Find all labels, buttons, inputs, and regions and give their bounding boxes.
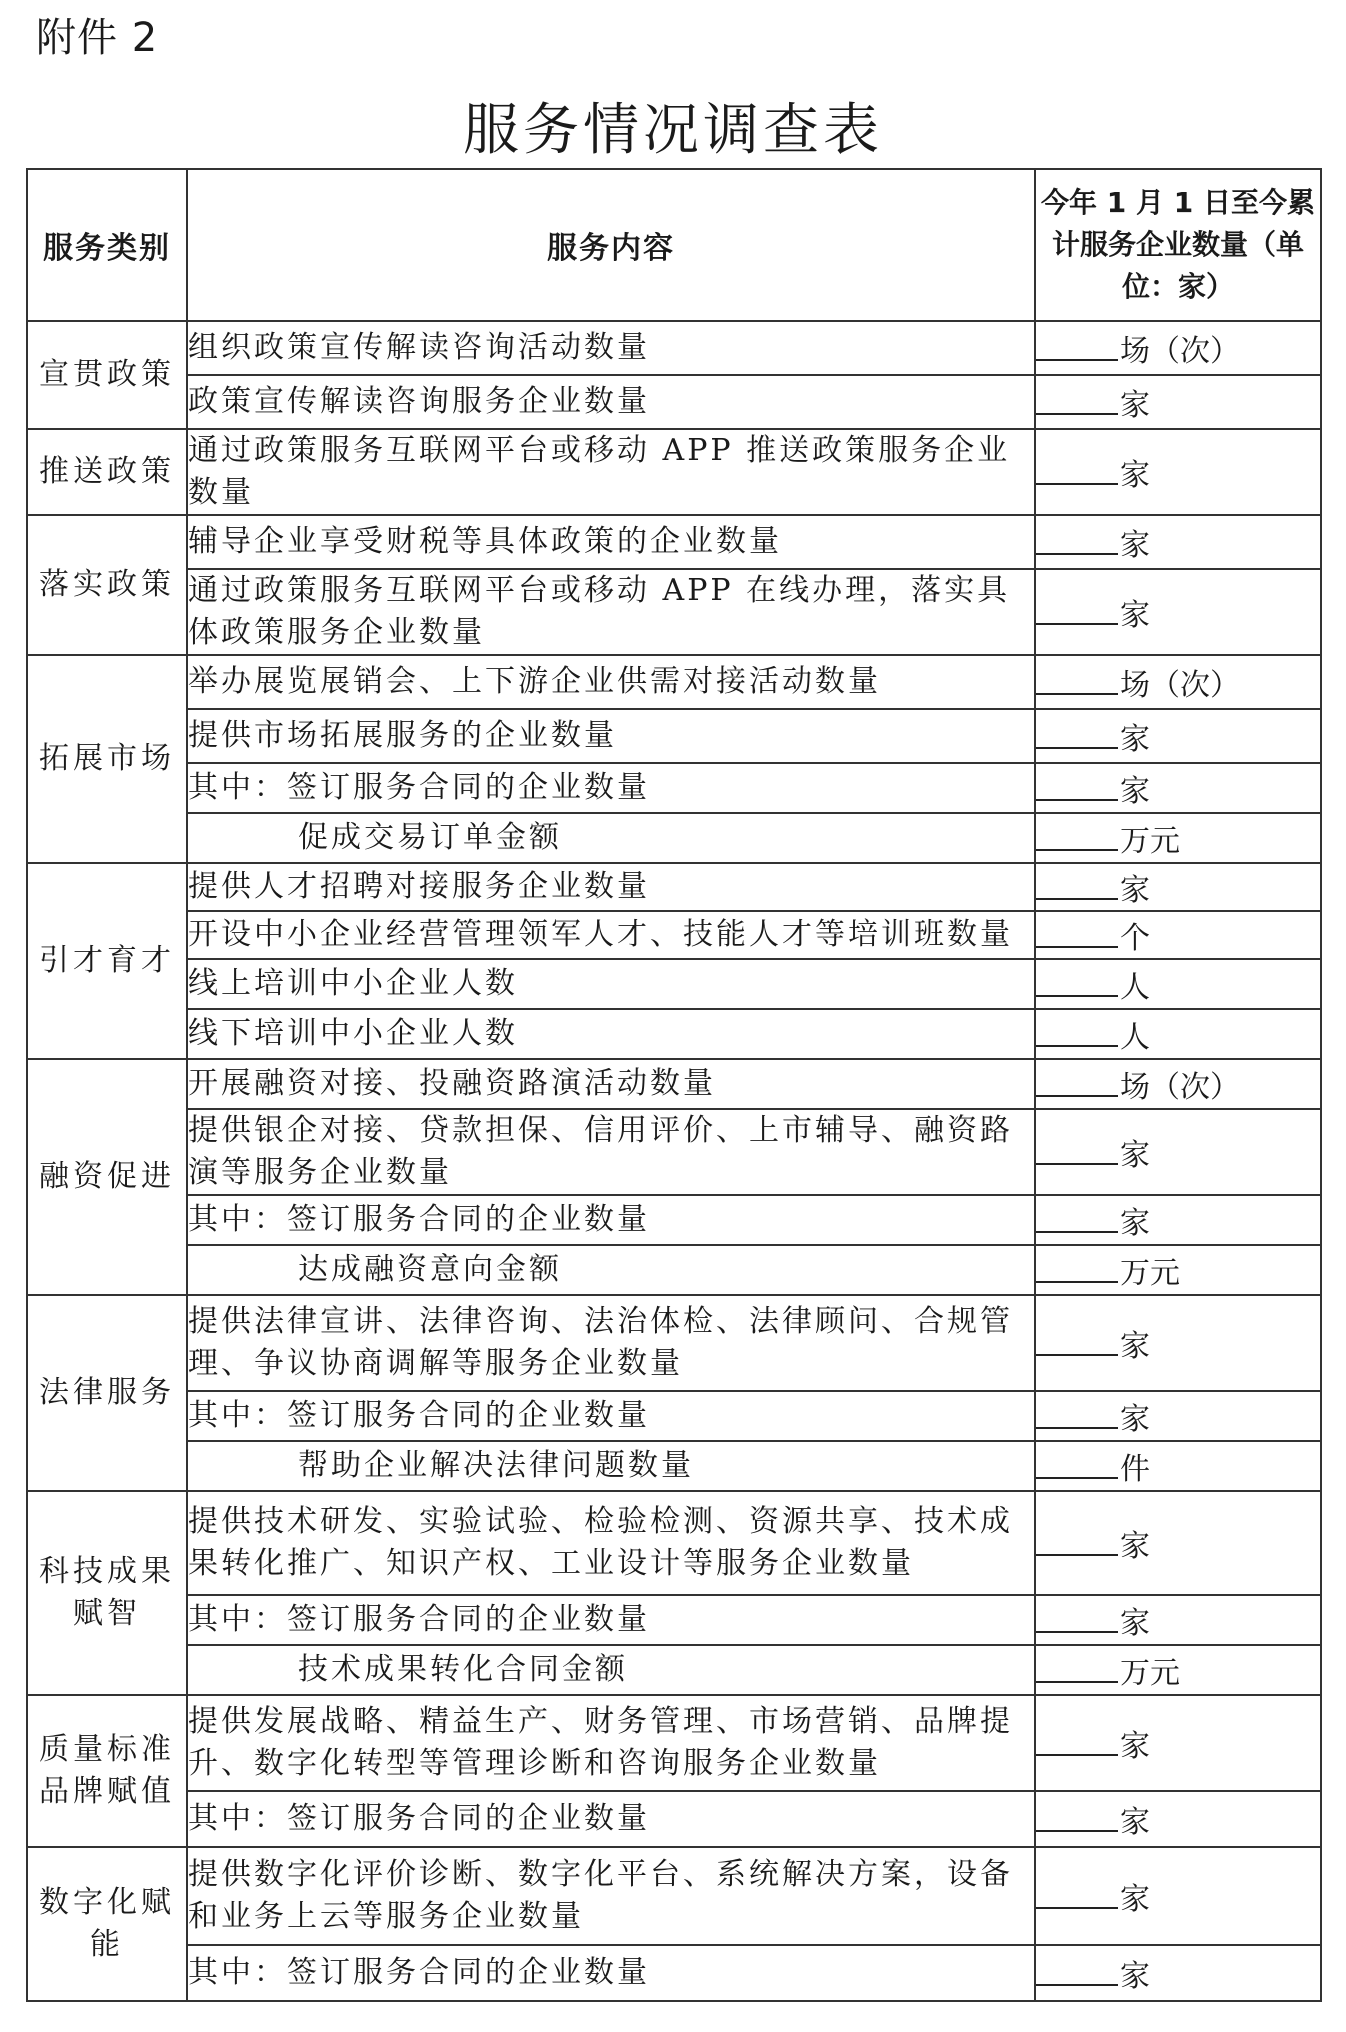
fill-blank-line[interactable] bbox=[1036, 773, 1118, 801]
unit-label: 场（次） bbox=[1120, 334, 1240, 369]
content-cell: 其中：签订服务合同的企业数量 bbox=[187, 1195, 1035, 1245]
unit-label: 家 bbox=[1120, 1138, 1150, 1173]
content-cell: 提供银企对接、贷款担保、信用评价、上市辅导、融资路演等服务企业数量 bbox=[187, 1109, 1035, 1195]
fill-blank-line[interactable] bbox=[1036, 1804, 1118, 1832]
content-cell: 达成融资意向金额 bbox=[187, 1245, 1035, 1295]
table-row bbox=[27, 569, 1321, 655]
content-cell: 举办展览展销会、上下游企业供需对接活动数量 bbox=[187, 655, 1035, 709]
unit-label: 家 bbox=[1120, 528, 1150, 563]
unit-label: 家 bbox=[1120, 1729, 1150, 1764]
category-cell: 宣贯政策 bbox=[27, 321, 187, 429]
unit-label: 家 bbox=[1120, 1402, 1150, 1437]
fill-blank-line[interactable] bbox=[1036, 1881, 1118, 1909]
fill-blank-line[interactable] bbox=[1036, 527, 1118, 555]
table-row bbox=[27, 911, 1321, 959]
content-cell: 开展融资对接、投融资路演活动数量 bbox=[187, 1059, 1035, 1109]
count-cell bbox=[1035, 1791, 1321, 1847]
unit-label: 家 bbox=[1120, 873, 1150, 908]
content-cell: 提供数字化评价诊断、数字化平台、系统解决方案，设备和业务上云等服务企业数量 bbox=[187, 1847, 1035, 1945]
unit-label: 场（次） bbox=[1120, 668, 1240, 703]
count-cell bbox=[1035, 1295, 1321, 1391]
table-row bbox=[27, 1245, 1321, 1295]
unit-label: 家 bbox=[1120, 388, 1150, 423]
table-row bbox=[27, 1109, 1321, 1195]
content-cell: 其中：签订服务合同的企业数量 bbox=[187, 1391, 1035, 1441]
fill-blank-line[interactable] bbox=[1036, 872, 1118, 900]
fill-blank-line[interactable] bbox=[1036, 721, 1118, 749]
unit-label: 家 bbox=[1120, 1329, 1150, 1364]
table-row bbox=[27, 709, 1321, 763]
fill-blank-line[interactable] bbox=[1036, 1328, 1118, 1356]
count-cell bbox=[1035, 655, 1321, 709]
table-row bbox=[27, 863, 1321, 911]
table-row bbox=[27, 1945, 1321, 2001]
count-cell bbox=[1035, 813, 1321, 863]
table-row bbox=[27, 1059, 1321, 1109]
survey-table-body bbox=[27, 169, 1321, 2001]
count-cell bbox=[1035, 1945, 1321, 2001]
table-row bbox=[27, 1441, 1321, 1491]
content-cell: 提供市场拓展服务的企业数量 bbox=[187, 709, 1035, 763]
content-cell: 提供发展战略、精益生产、财务管理、市场营销、品牌提升、数字化转型等管理诊断和咨询服务企业数量 bbox=[187, 1695, 1035, 1791]
content-cell: 技术成果转化合同金额 bbox=[187, 1645, 1035, 1695]
header-category: 服务类别 bbox=[27, 169, 187, 321]
page-title: 服务情况调查表 bbox=[463, 98, 883, 163]
count-cell bbox=[1035, 515, 1321, 569]
fill-blank-line[interactable] bbox=[1036, 920, 1118, 948]
unit-label: 家 bbox=[1120, 1805, 1150, 1840]
table-row bbox=[27, 515, 1321, 569]
table-row bbox=[27, 1491, 1321, 1595]
fill-blank-line[interactable] bbox=[1036, 1255, 1118, 1283]
unit-label: 家 bbox=[1120, 1959, 1150, 1994]
table-row bbox=[27, 959, 1321, 1009]
content-cell: 组织政策宣传解读咨询活动数量 bbox=[187, 321, 1035, 375]
count-cell bbox=[1035, 763, 1321, 813]
content-cell: 促成交易订单金额 bbox=[187, 813, 1035, 863]
table-row bbox=[27, 375, 1321, 429]
category-cell: 引才育才 bbox=[27, 863, 187, 1059]
content-cell: 线上培训中小企业人数 bbox=[187, 959, 1035, 1009]
fill-blank-line[interactable] bbox=[1036, 1401, 1118, 1429]
content-cell: 帮助企业解决法律问题数量 bbox=[187, 1441, 1035, 1491]
unit-label: 个 bbox=[1120, 921, 1150, 956]
content-cell: 通过政策服务互联网平台或移动 APP 推送政策服务企业数量 bbox=[187, 429, 1035, 515]
unit-label: 家 bbox=[1120, 598, 1150, 633]
content-cell: 通过政策服务互联网平台或移动 APP 在线办理，落实具体政策服务企业数量 bbox=[187, 569, 1035, 655]
table-row bbox=[27, 1695, 1321, 1791]
fill-blank-line[interactable] bbox=[1036, 1019, 1118, 1047]
count-cell bbox=[1035, 1059, 1321, 1109]
table-row bbox=[27, 1391, 1321, 1441]
count-cell bbox=[1035, 569, 1321, 655]
fill-blank-line[interactable] bbox=[1036, 1728, 1118, 1756]
category-cell: 融资促进 bbox=[27, 1059, 187, 1295]
table-row bbox=[27, 429, 1321, 515]
unit-label: 人 bbox=[1120, 970, 1150, 1005]
count-cell bbox=[1035, 863, 1321, 911]
unit-label: 万元 bbox=[1120, 1656, 1180, 1691]
unit-label: 件 bbox=[1120, 1452, 1150, 1487]
content-cell: 辅导企业享受财税等具体政策的企业数量 bbox=[187, 515, 1035, 569]
unit-label: 家 bbox=[1120, 458, 1150, 493]
fill-blank-line[interactable] bbox=[1036, 333, 1118, 361]
content-cell: 其中：签订服务合同的企业数量 bbox=[187, 763, 1035, 813]
category-cell: 法律服务 bbox=[27, 1295, 187, 1491]
content-cell: 开设中小企业经营管理领军人才、技能人才等培训班数量 bbox=[187, 911, 1035, 959]
content-cell: 其中：签订服务合同的企业数量 bbox=[187, 1945, 1035, 2001]
table-row bbox=[27, 1645, 1321, 1695]
count-cell bbox=[1035, 709, 1321, 763]
table-row bbox=[27, 1009, 1321, 1059]
unit-label: 家 bbox=[1120, 774, 1150, 809]
count-cell bbox=[1035, 1195, 1321, 1245]
fill-blank-line[interactable] bbox=[1036, 823, 1118, 851]
fill-blank-line[interactable] bbox=[1036, 1069, 1118, 1097]
header-row bbox=[27, 169, 1321, 321]
table-row bbox=[27, 321, 1321, 375]
count-cell bbox=[1035, 1109, 1321, 1195]
fill-blank-line[interactable] bbox=[1036, 1137, 1118, 1165]
header-content: 服务内容 bbox=[187, 169, 1035, 321]
unit-label: 家 bbox=[1120, 1606, 1150, 1641]
fill-blank-line[interactable] bbox=[1036, 1205, 1118, 1233]
table-row bbox=[27, 763, 1321, 813]
content-cell: 其中：签订服务合同的企业数量 bbox=[187, 1791, 1035, 1847]
count-cell bbox=[1035, 1645, 1321, 1695]
category-cell: 推送政策 bbox=[27, 429, 187, 515]
unit-label: 万元 bbox=[1120, 824, 1180, 859]
content-cell: 线下培训中小企业人数 bbox=[187, 1009, 1035, 1059]
category-cell: 质量标准品牌赋值 bbox=[27, 1695, 187, 1847]
fill-blank-line[interactable] bbox=[1036, 1958, 1118, 1986]
survey-table bbox=[26, 168, 1322, 2002]
unit-label: 家 bbox=[1120, 722, 1150, 757]
table-row bbox=[27, 1847, 1321, 1945]
unit-label: 家 bbox=[1120, 1882, 1150, 1917]
count-cell bbox=[1035, 1245, 1321, 1295]
count-cell bbox=[1035, 1595, 1321, 1645]
count-cell bbox=[1035, 429, 1321, 515]
category-cell: 科技成果赋智 bbox=[27, 1491, 187, 1695]
count-cell bbox=[1035, 1695, 1321, 1791]
unit-label: 家 bbox=[1120, 1529, 1150, 1564]
table-row bbox=[27, 655, 1321, 709]
table-row bbox=[27, 1595, 1321, 1645]
table-row bbox=[27, 1791, 1321, 1847]
unit-label: 场（次） bbox=[1120, 1070, 1240, 1105]
fill-blank-line[interactable] bbox=[1036, 1605, 1118, 1633]
content-cell: 提供法律宣讲、法律咨询、法治体检、法律顾问、合规管理、争议协商调解等服务企业数量 bbox=[187, 1295, 1035, 1391]
category-cell: 拓展市场 bbox=[27, 655, 187, 863]
unit-label: 家 bbox=[1120, 1206, 1150, 1241]
fill-blank-line[interactable] bbox=[1036, 667, 1118, 695]
count-cell bbox=[1035, 1491, 1321, 1595]
fill-blank-line[interactable] bbox=[1036, 387, 1118, 415]
fill-blank-line[interactable] bbox=[1036, 457, 1118, 485]
header-count: 今年 1 月 1 日至今累计服务企业数量（单位：家） bbox=[1035, 169, 1321, 321]
content-cell: 其中：签订服务合同的企业数量 bbox=[187, 1595, 1035, 1645]
count-cell bbox=[1035, 1847, 1321, 1945]
attachment-label: 附件 2 bbox=[36, 15, 159, 61]
table-row bbox=[27, 1195, 1321, 1245]
table-row bbox=[27, 1295, 1321, 1391]
count-cell bbox=[1035, 1009, 1321, 1059]
category-cell: 落实政策 bbox=[27, 515, 187, 655]
table-row bbox=[27, 813, 1321, 863]
content-cell: 政策宣传解读咨询服务企业数量 bbox=[187, 375, 1035, 429]
count-cell bbox=[1035, 911, 1321, 959]
unit-label: 人 bbox=[1120, 1020, 1150, 1055]
fill-blank-line[interactable] bbox=[1036, 1451, 1118, 1479]
unit-label: 万元 bbox=[1120, 1256, 1180, 1291]
fill-blank-line[interactable] bbox=[1036, 1655, 1118, 1683]
fill-blank-line[interactable] bbox=[1036, 969, 1118, 997]
count-cell bbox=[1035, 959, 1321, 1009]
fill-blank-line[interactable] bbox=[1036, 1528, 1118, 1556]
content-cell: 提供人才招聘对接服务企业数量 bbox=[187, 863, 1035, 911]
count-cell bbox=[1035, 321, 1321, 375]
category-cell: 数字化赋能 bbox=[27, 1847, 187, 2001]
content-cell: 提供技术研发、实验试验、检验检测、资源共享、技术成果转化推广、知识产权、工业设计等服务企业数量 bbox=[187, 1491, 1035, 1595]
count-cell bbox=[1035, 1441, 1321, 1491]
fill-blank-line[interactable] bbox=[1036, 597, 1118, 625]
count-cell bbox=[1035, 1391, 1321, 1441]
count-cell bbox=[1035, 375, 1321, 429]
